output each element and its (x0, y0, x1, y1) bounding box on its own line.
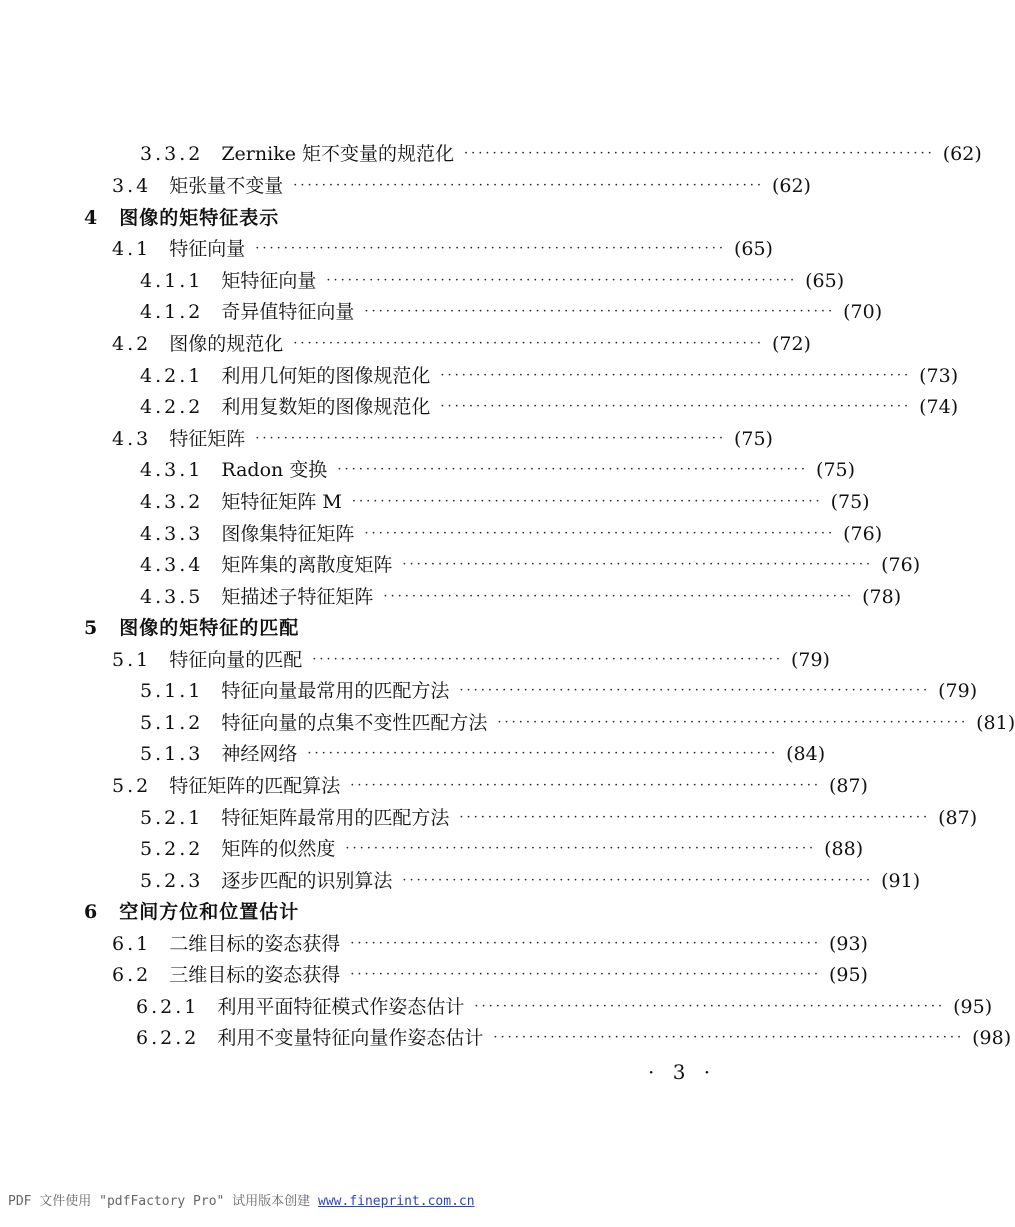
toc-entry (140, 519, 883, 549)
chapter-title: 图像的矩特征表示 (119, 207, 280, 229)
footer-text: PDF 文件使用 "pdfFactory Pro" 试用版本创建 (8, 1194, 319, 1209)
leader-dots: ·································································· (350, 936, 821, 951)
leader-dots: ·································································· (493, 1030, 965, 1045)
toc-entry-title: 图像集特征矩阵 (221, 523, 355, 545)
chapter-number: 6 (84, 901, 98, 923)
toc-chapter (84, 897, 299, 927)
leader-dots: ·································································· (255, 241, 726, 256)
toc-entry (112, 960, 868, 990)
page-number: · 3 · (648, 1060, 717, 1084)
toc-entry (112, 645, 830, 675)
toc-entry-title: 矩特征矩阵 M (221, 491, 342, 513)
toc-entry-title: 特征向量的点集不变性匹配方法 (221, 712, 488, 734)
toc-entry-number: 4.1.1 (140, 270, 204, 292)
toc-entry-page: (75) (733, 428, 773, 450)
leader-dots: ·································································· (312, 652, 783, 667)
toc-entry-number: 4.3.4 (140, 554, 204, 576)
toc-chapter (84, 203, 279, 233)
toc-entry-page: (73) (919, 365, 959, 387)
toc-entry-page: (87) (828, 775, 868, 797)
toc-entry (140, 392, 959, 422)
toc-entry-page: (81) (976, 712, 1015, 734)
toc-entry-page: (95) (953, 996, 993, 1018)
toc-entry (140, 739, 826, 769)
toc-entry-page: (70) (843, 301, 883, 323)
toc-entry-page: (88) (824, 838, 864, 860)
toc-entry-page: (91) (881, 870, 921, 892)
toc-entry-title: Radon 变换 (221, 459, 328, 481)
toc-entry-title: 特征矩阵的匹配算法 (169, 775, 341, 797)
leader-dots: ·································································· (459, 810, 931, 825)
leader-dots: ·································································· (474, 999, 946, 1014)
toc-entry (140, 866, 921, 896)
leader-dots: ·································································· (350, 778, 821, 793)
toc-entry-number: 5.1.2 (140, 712, 204, 734)
toc-entry (112, 771, 868, 801)
toc-entry-title: 矩描述子特征矩阵 (221, 586, 374, 608)
toc-entry-page: (93) (828, 933, 868, 955)
toc-entry (140, 676, 978, 706)
toc-entry (112, 929, 868, 959)
toc-entry-number: 6.2 (112, 964, 152, 986)
footer-link[interactable]: www.fineprint.com.cn (318, 1194, 475, 1209)
leader-dots: ·································································· (440, 399, 912, 414)
leader-dots: ·································································· (307, 746, 779, 761)
toc-entry (140, 139, 982, 169)
toc-entry-page: (65) (805, 270, 845, 292)
toc-entry-title: 利用平面特征模式作姿态估计 (217, 996, 465, 1018)
toc-entry (140, 834, 864, 864)
toc-entry-number: 4.3.5 (140, 586, 204, 608)
toc-entry (140, 297, 883, 327)
leader-dots: ·································································· (255, 431, 726, 446)
toc-entry-page: (72) (771, 333, 811, 355)
leader-dots: ·································································· (337, 462, 809, 477)
toc-entry-page: (98) (972, 1027, 1012, 1049)
toc-entry-title: 矩张量不变量 (169, 175, 284, 197)
chapter-title: 图像的矩特征的匹配 (119, 617, 300, 639)
toc-entry (140, 487, 870, 517)
toc-entry-title: 利用几何矩的图像规范化 (221, 365, 431, 387)
leader-dots: ·································································· (364, 304, 836, 319)
leader-dots: ·································································· (293, 336, 764, 351)
leader-dots: ·································································· (459, 683, 931, 698)
toc-entry-title: 三维目标的姿态获得 (169, 964, 341, 986)
leader-dots: ·································································· (364, 526, 836, 541)
chapter-number: 5 (84, 617, 98, 639)
toc-entry-number: 4.1.2 (140, 301, 204, 323)
toc-entry-title: Zernike 矩不变量的规范化 (221, 143, 454, 165)
leader-dots: ·································································· (440, 368, 912, 383)
leader-dots: ·································································· (402, 873, 874, 888)
toc-entry-number: 4.2.2 (140, 396, 204, 418)
toc-entry-page: (84) (786, 743, 826, 765)
toc-entry-number: 5.2.3 (140, 870, 204, 892)
toc-entry-page: (74) (919, 396, 959, 418)
leader-dots: ·································································· (345, 841, 817, 856)
toc-entry-title: 神经网络 (221, 743, 298, 765)
toc-entry-page: (79) (938, 680, 978, 702)
toc-entry-page: (78) (862, 586, 902, 608)
toc-entry-title: 特征矩阵 (169, 428, 246, 450)
toc-entry (136, 992, 993, 1022)
toc-entry-number: 5.1.1 (140, 680, 204, 702)
toc-entry-page: (76) (843, 523, 883, 545)
toc-entry-number: 5.1 (112, 649, 152, 671)
toc-entry-number: 4.2 (112, 333, 152, 355)
chapter-number: 4 (84, 207, 98, 229)
toc-entry-title: 特征向量最常用的匹配方法 (221, 680, 450, 702)
toc-entry (136, 1023, 1012, 1053)
toc-entry-number: 4.3.2 (140, 491, 204, 513)
toc-entry (140, 582, 902, 612)
toc-entry-number: 4.3.3 (140, 523, 204, 545)
leader-dots: ·································································· (464, 146, 935, 161)
toc-entry (112, 234, 773, 264)
toc-entry-title: 特征向量 (169, 238, 246, 260)
toc-entry (140, 266, 845, 296)
toc-entry-number: 6.1 (112, 933, 152, 955)
toc-entry-title: 二维目标的姿态获得 (169, 933, 341, 955)
chapter-title: 空间方位和位置估计 (119, 901, 300, 923)
leader-dots: ·································································· (326, 273, 798, 288)
toc-entry-number: 5.1.3 (140, 743, 204, 765)
toc-entry-title: 矩特征向量 (221, 270, 317, 292)
toc-entry-title: 奇异值特征向量 (221, 301, 355, 323)
leader-dots: ·································································· (383, 589, 855, 604)
leader-dots: ·································································· (402, 557, 874, 572)
toc-entry-title: 逐步匹配的识别算法 (221, 870, 393, 892)
toc-entry-page: (79) (790, 649, 830, 671)
toc-entry-page: (95) (828, 964, 868, 986)
toc-entry-title: 特征矩阵最常用的匹配方法 (221, 807, 450, 829)
toc-entry-page: (65) (733, 238, 773, 260)
toc-entry (140, 550, 921, 580)
toc-chapter (84, 613, 299, 643)
toc-entry (140, 803, 978, 833)
toc-entry-number: 6.2.1 (136, 996, 200, 1018)
toc-entry-title: 矩阵集的离散度矩阵 (221, 554, 393, 576)
toc-entry-number: 4.3 (112, 428, 152, 450)
toc-entry (112, 424, 773, 454)
leader-dots: ·································································· (497, 715, 969, 730)
toc-entry (112, 329, 811, 359)
toc-entry-number: 6.2.2 (136, 1027, 200, 1049)
toc-entry-title: 图像的规范化 (169, 333, 284, 355)
toc-entry (140, 361, 959, 391)
pdf-watermark-footer (8, 1190, 475, 1209)
toc-entry-page: (75) (830, 491, 870, 513)
toc-entry-title: 矩阵的似然度 (221, 838, 336, 860)
leader-dots: ·································································· (351, 494, 823, 509)
toc-entry-page: (76) (881, 554, 921, 576)
toc-entry-number: 3.4 (112, 175, 152, 197)
toc-entry (112, 171, 811, 201)
toc-entry-number: 5.2.1 (140, 807, 204, 829)
leader-dots: ·································································· (350, 967, 821, 982)
leader-dots: ·································································· (293, 178, 764, 193)
toc-entry-title: 利用不变量特征向量作姿态估计 (217, 1027, 484, 1049)
toc-entry-page: (75) (816, 459, 856, 481)
toc-entry (140, 455, 856, 485)
toc-entry-number: 4.3.1 (140, 459, 204, 481)
toc-entry-number: 4.1 (112, 238, 152, 260)
toc-entry-page: (87) (938, 807, 978, 829)
toc-entry-page: (62) (771, 175, 811, 197)
toc-entry (140, 708, 1015, 738)
toc-entry-number: 5.2.2 (140, 838, 204, 860)
toc-entry-title: 特征向量的匹配 (169, 649, 303, 671)
toc-entry-number: 4.2.1 (140, 365, 204, 387)
toc-entry-number: 5.2 (112, 775, 152, 797)
toc-entry-page: (62) (942, 143, 982, 165)
toc-entry-title: 利用复数矩的图像规范化 (221, 396, 431, 418)
toc-entry-number: 3.3.2 (140, 143, 204, 165)
